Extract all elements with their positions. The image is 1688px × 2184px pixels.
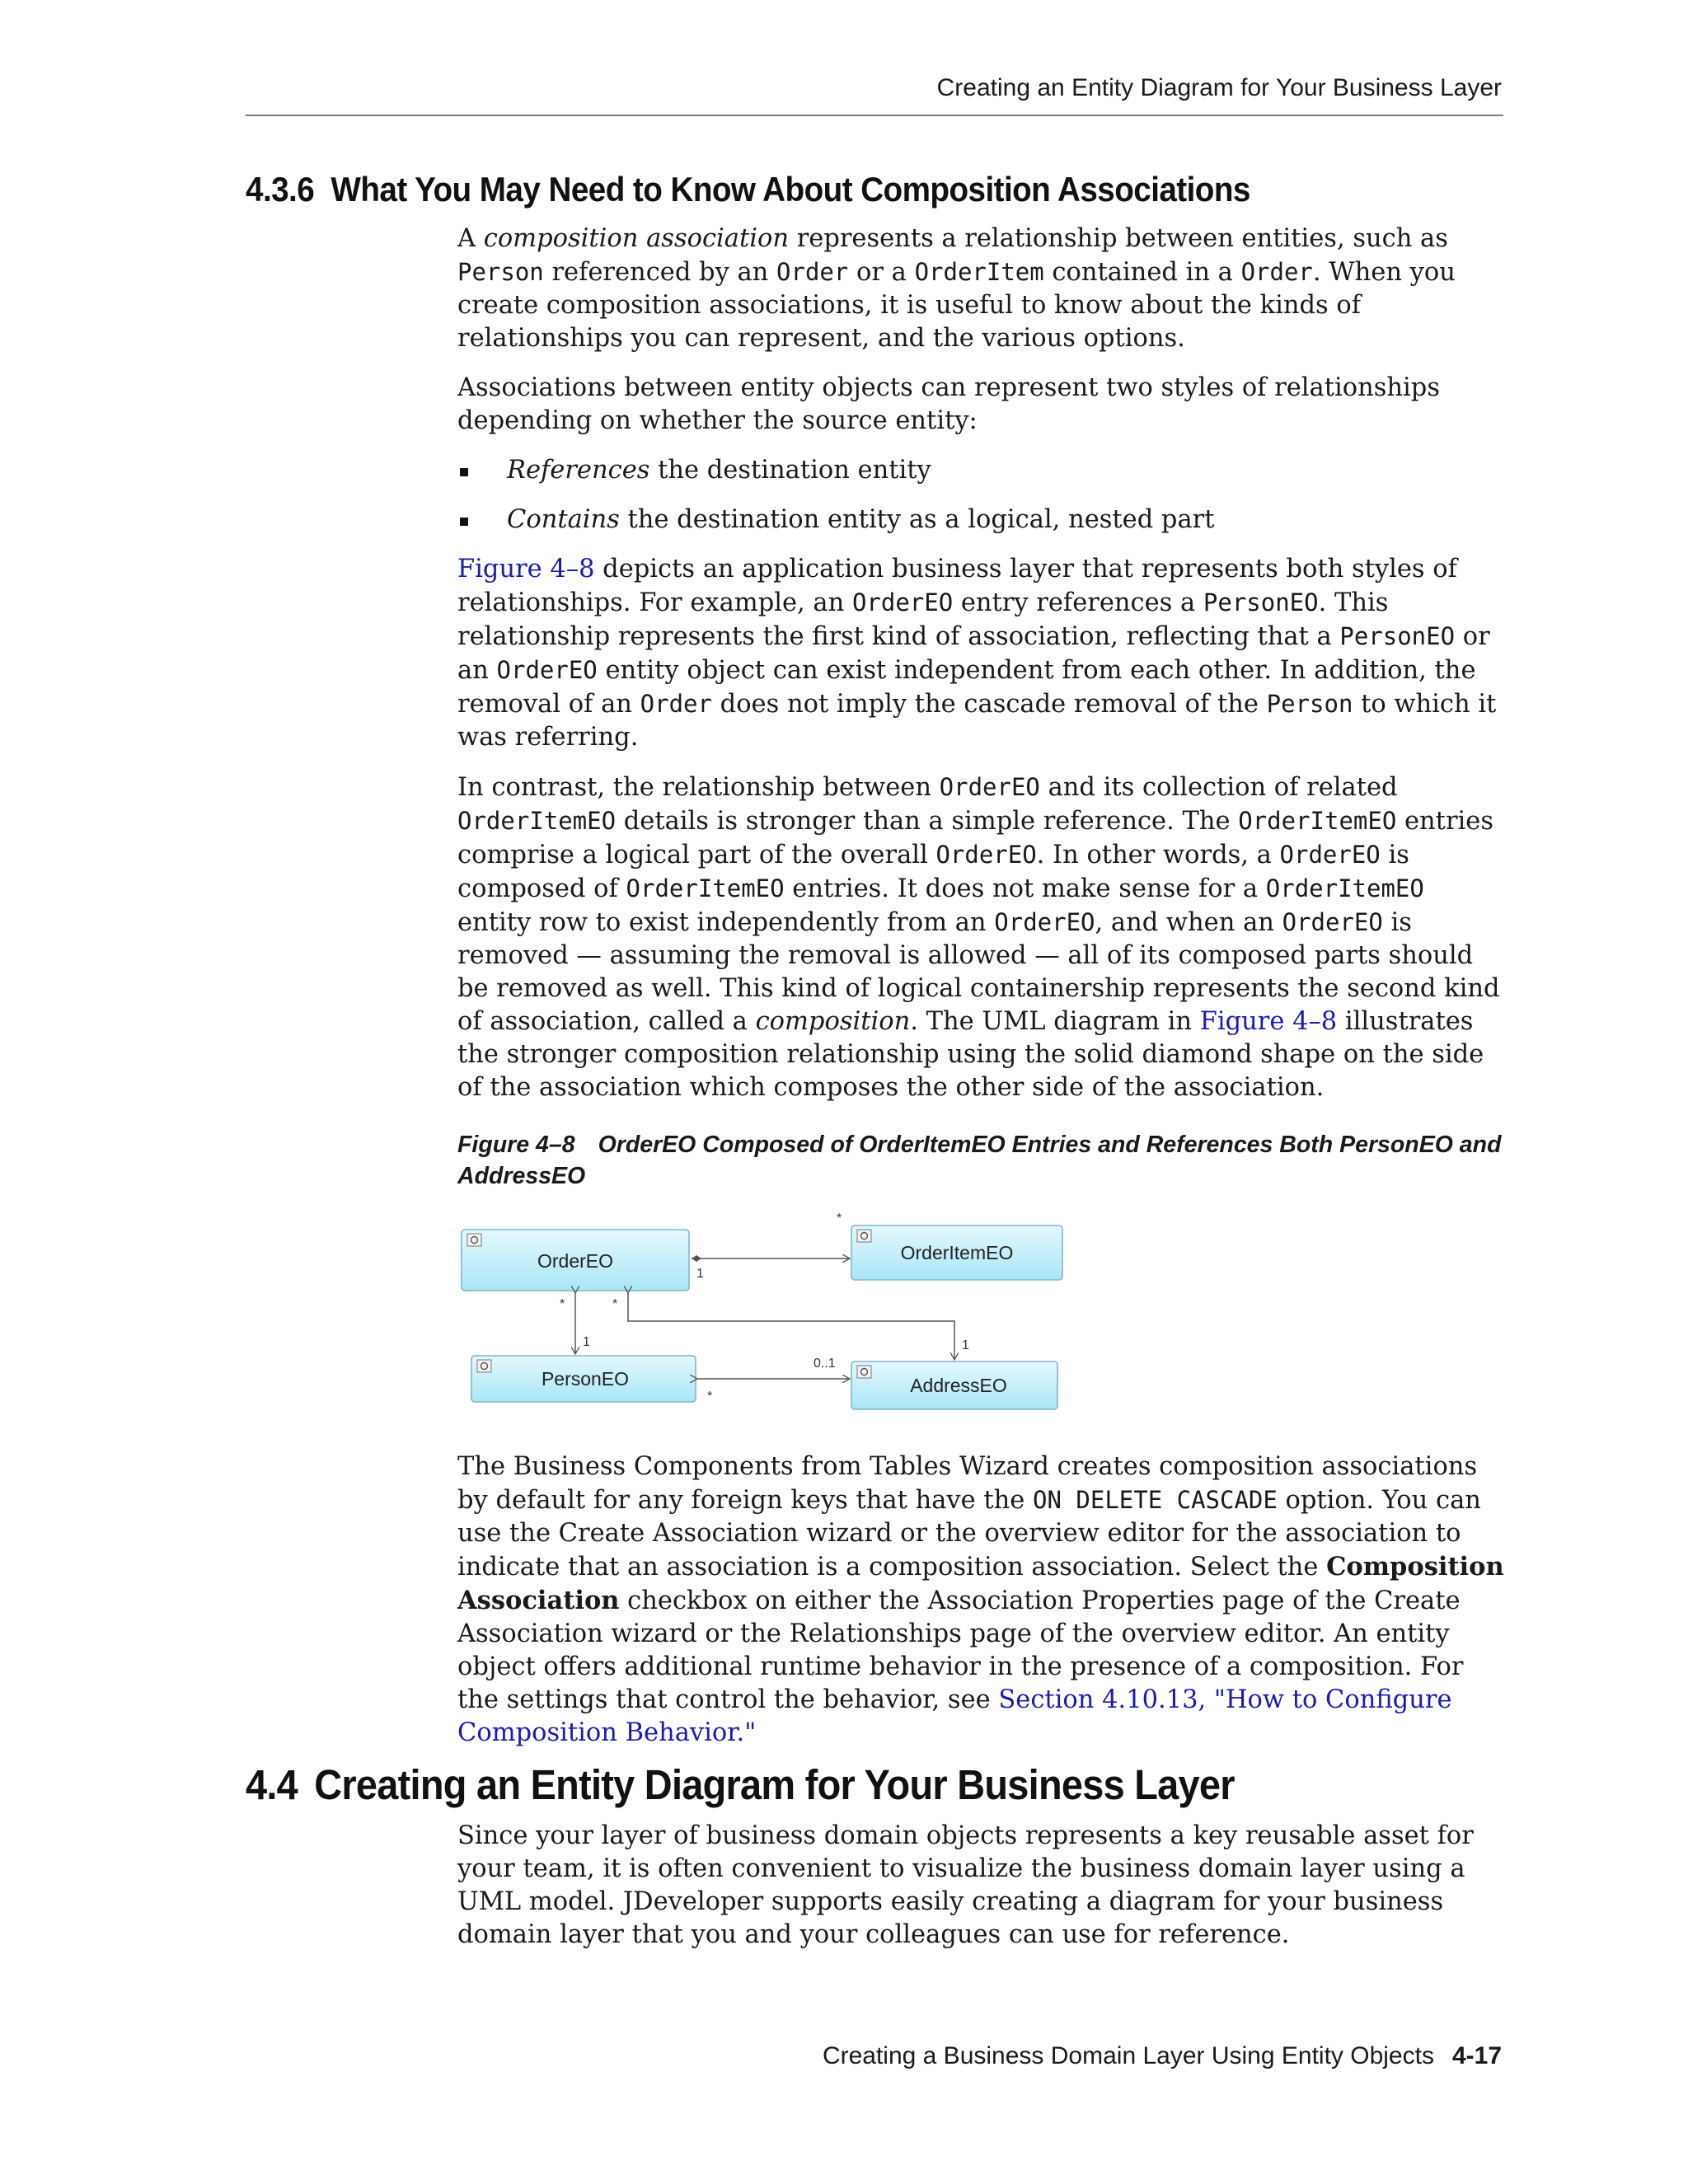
code: OrderEO (935, 841, 1037, 869)
code: Order (776, 258, 849, 286)
entity-gear-icon (477, 1360, 491, 1372)
entity-box-ordereo (462, 1230, 689, 1291)
emphasis: composition association (483, 224, 789, 253)
text-run: details is stronger than a simple reference. The (616, 807, 1239, 836)
paragraph-entity-diagram-intro: Since your layer of business domain objects represents a key reusable asset for your team, it is often convenient to visualize the business domain layer using a UML model. JDeveloper supports easily creating a diagram for your business domain layer that you and your colleagues can use for reference. (457, 1821, 1474, 1949)
bold-ui-label: Composition Association (457, 1552, 1504, 1615)
paragraph-composition-definition (457, 223, 1504, 355)
multiplicity-label: * (612, 1297, 618, 1311)
emphasis: composition (755, 1007, 911, 1036)
section-number: 4.3.6 (246, 170, 315, 209)
page-number: 4-17 (1451, 2042, 1502, 2069)
multiplicity-label: * (837, 1212, 842, 1226)
entity-gear-icon (857, 1230, 871, 1242)
section-title: Creating an Entity Diagram for Your Business Layer (314, 1761, 1235, 1808)
page-footer (823, 2042, 1502, 2070)
entity-box-orderitemeo (851, 1226, 1062, 1280)
footer-chapter-title: Creating a Business Domain Layer Using Entity Objects (822, 2042, 1434, 2069)
paragraph-wizard (457, 1451, 1504, 1750)
code: ON DELETE CASCADE (1033, 1486, 1278, 1514)
multiplicity-label: 1 (696, 1267, 704, 1281)
text-run: illustrates the stronger composition relationship using the solid diamond shape on the side of the association which composes the other side of the association. (457, 1007, 1484, 1102)
relationship-styles-list (457, 454, 1504, 537)
multiplicity-label: * (560, 1297, 565, 1311)
list-item (457, 454, 1504, 487)
code: Person (1266, 690, 1353, 718)
paragraph-composition-contrast (457, 771, 1504, 1104)
code: OrderItemEO (626, 874, 785, 902)
header-rule (246, 115, 1503, 116)
code: OrderEO (496, 656, 598, 684)
section-heading-4-4 (246, 1760, 1235, 1809)
emphasis: Contains (507, 505, 620, 534)
text-run: checkbox on either the Association Properties page of the Create Association wizard or the Relationships page of the overview editor. An entity object offers additional runtime behavior in the presence of a composition. For the settings that control the behavior, see (457, 1586, 1464, 1714)
code: Order (640, 690, 712, 718)
text-run: contained in a (1043, 258, 1241, 287)
text-run: is composed of (457, 841, 1409, 903)
figure-4-8-link[interactable]: Figure 4–8 (1199, 1007, 1338, 1036)
running-header: Creating an Entity Diagram for Your Business Layer (936, 74, 1502, 101)
paragraph-figure-overview (457, 553, 1504, 754)
code: PersonEO (1203, 588, 1319, 616)
figure-label: Figure 4–8 (457, 1132, 575, 1158)
text-run: and its collection of related (1039, 773, 1398, 802)
entity-label: PersonEO (541, 1368, 630, 1390)
text-run: The Business Components from Tables Wizard creates composition associations by default for any foreign keys that have the (457, 1452, 1478, 1515)
text-run: entity object can exist independent from each other. In addition, the removal of an (457, 656, 1476, 719)
code: OrderEO (851, 588, 954, 616)
text-run: . The UML diagram in (910, 1007, 1200, 1036)
code: OrderEO (1279, 841, 1381, 869)
text-run: does not imply the cascade removal of the (711, 690, 1267, 719)
text-run: to which it was referring. (457, 690, 1497, 752)
entity-gear-icon (467, 1234, 481, 1246)
section-4-3-6-wizard-text (457, 1451, 1504, 1750)
text-run: is removed — assuming the removal is allowed — all of its composed parts should be removed as well. This kind of logical containership represents the second kind of association, called a (457, 908, 1500, 1036)
text-run: the destination entity as a logical, nested part (619, 505, 1215, 534)
section-4-10-13-link[interactable]: Section 4.10.13, "How to Configure Composition Behavior." (457, 1685, 1452, 1747)
code: Person (457, 258, 544, 286)
entity-label: OrderEO (537, 1250, 614, 1272)
text-run: entity row to exist independently from an (457, 908, 995, 937)
text-run: entries. It does not make sense for a (784, 874, 1266, 903)
text-run: A (457, 224, 484, 253)
text-run: entry references a (953, 588, 1203, 617)
list-item (457, 504, 1504, 537)
text-run: depicts an application business layer that represents both styles of relationships. For example, an (457, 555, 1457, 617)
entity-gear-icon (857, 1366, 871, 1378)
figure-caption (457, 1129, 1504, 1192)
text-run: . This relationship represents the first kind of association, reflecting that a (457, 588, 1389, 651)
section-heading-4-3-6 (246, 170, 1250, 209)
text-run: represents a relationship between entities, such as (789, 224, 1448, 253)
section-title: What You May Need to Know About Composition Associations (331, 170, 1250, 209)
multiplicity-label: 1 (583, 1335, 590, 1349)
code: OrderItemEO (457, 807, 617, 835)
code: OrderEO (939, 773, 1040, 801)
bullet-square-icon (460, 518, 468, 526)
text-run: In contrast, the relationship between (457, 773, 940, 802)
multiplicity-label: 1 (962, 1338, 969, 1352)
text-run: . In other words, a (1036, 841, 1280, 869)
uml-entity-diagram (457, 1207, 1084, 1422)
code: Order (1240, 258, 1313, 286)
entity-label: OrderItemEO (900, 1242, 1014, 1263)
code: PersonEO (1339, 622, 1456, 650)
text-run: or a (848, 258, 915, 287)
section-4-3-6-body (457, 223, 1504, 1104)
emphasis: References (507, 456, 650, 485)
entity-box-personeo (471, 1356, 696, 1402)
text-run: or an (457, 622, 1490, 685)
section-number: 4.4 (246, 1761, 298, 1808)
figure-4-8-link[interactable]: Figure 4–8 (457, 555, 595, 583)
text-run: option. You can use the Create Association wizard or the overview editor for the association to indicate that an association is a composition association. Select the (457, 1486, 1481, 1582)
code: OrderItem (914, 258, 1044, 286)
bullet-square-icon (460, 468, 468, 476)
association-link-order-address (628, 1293, 954, 1360)
entity-label: AddressEO (910, 1375, 1007, 1396)
code: OrderItemEO (1238, 807, 1397, 835)
text-run: , and when an (1095, 908, 1282, 937)
code: OrderItemEO (1265, 874, 1424, 902)
code: OrderEO (994, 908, 1095, 936)
multiplicity-label: * (707, 1390, 713, 1404)
paragraph-association-styles: Associations between entity objects can represent two styles of relationships depending on whether the source entity: (457, 373, 1440, 435)
code: OrderEO (1282, 908, 1383, 936)
entity-box-addresseo (851, 1361, 1057, 1409)
text-run: . When you create composition associations, it is useful to know about the kinds of relationships you can represent, and the various options. (457, 258, 1456, 353)
text-run: the destination entity (649, 456, 931, 485)
figure-caption-text: OrderEO Composed of OrderItemEO Entries and References Both PersonEO and AddressEO (457, 1132, 1502, 1189)
section-4-4-body (457, 1820, 1504, 1952)
text-run: entries comprise a logical part of the overall (457, 807, 1493, 869)
multiplicity-label: 0..1 (814, 1357, 836, 1371)
text-run: referenced by an (543, 258, 777, 287)
